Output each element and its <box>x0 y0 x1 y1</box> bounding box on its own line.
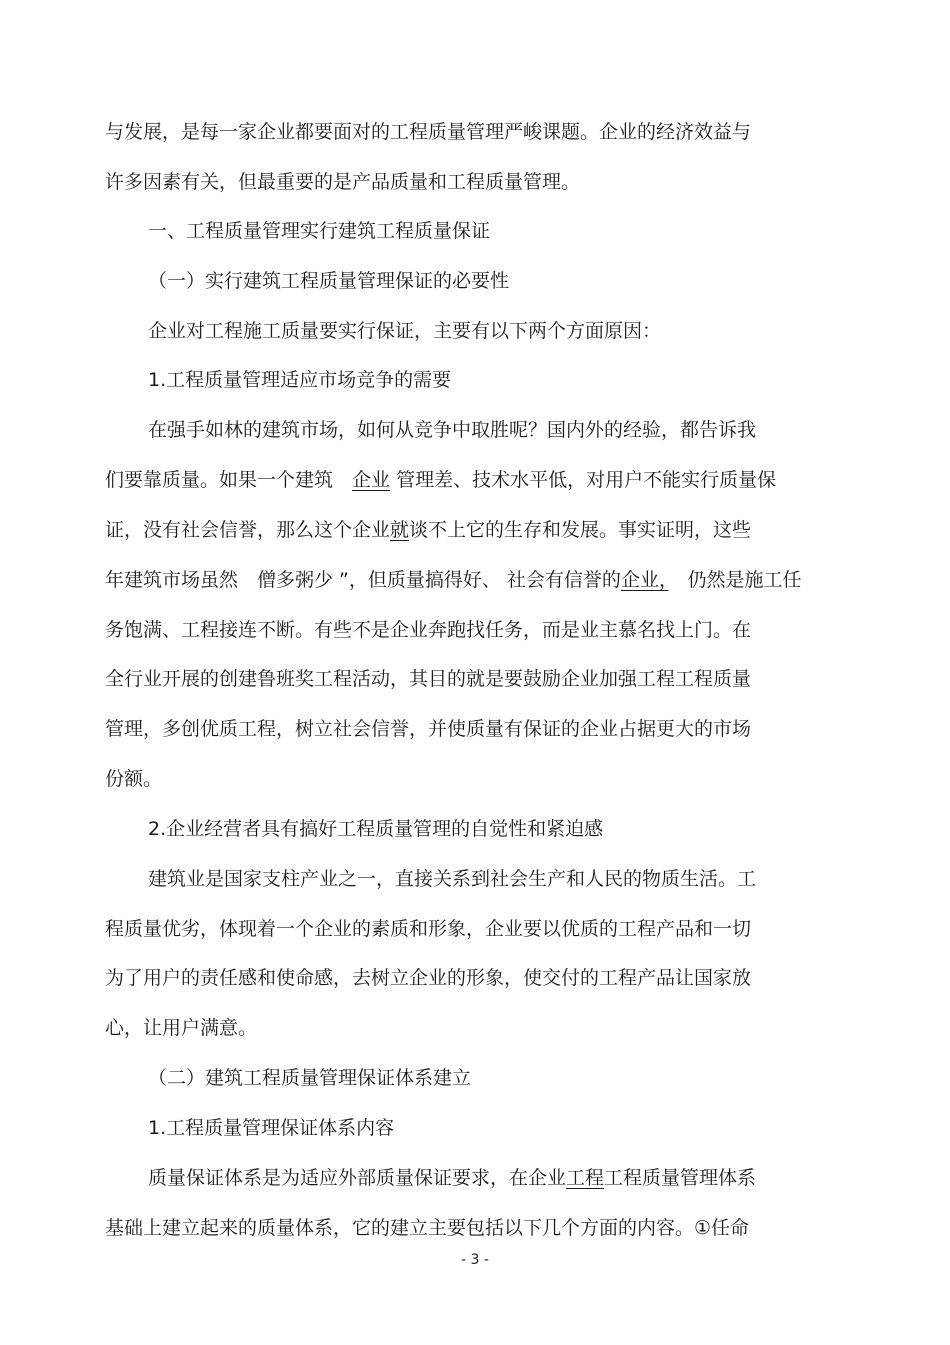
underlined-text: 企业， <box>620 569 669 591</box>
numbered-heading: 1.工程质量管理保证体系内容 <box>148 1117 395 1139</box>
text-segment: 谈不上它的生存和发展。事实证明，这些 <box>409 519 752 541</box>
paragraph-line <box>105 568 801 592</box>
section-heading: 一、工程质量管理实行建筑工程质量保证 <box>148 220 491 242</box>
subsection-heading: （二）建筑工程质量管理保证体系建立 <box>148 1067 472 1089</box>
text-segment: 质量保证体系是为适应外部质量保证要求，在企业 <box>148 1167 567 1189</box>
page-number: - 3 - <box>461 1252 489 1268</box>
paragraph-line: 份额。 <box>105 768 163 790</box>
paragraph-line <box>148 1166 756 1190</box>
underlined-text: 就 <box>390 519 410 541</box>
text-segment: 仍然是施工任 <box>668 569 802 591</box>
paragraph-line: 心，让用户满意。 <box>105 1017 258 1039</box>
subsection-heading: （一）实行建筑工程质量管理保证的必要性 <box>148 270 510 292</box>
underlined-text: 工程 <box>566 1167 605 1189</box>
paragraph-line: 许多因素有关，但最重要的是产品质量和工程质量管理。 <box>105 171 581 193</box>
paragraph-line <box>105 468 776 492</box>
paragraph-line: 建筑业是国家支柱产业之一，直接关系到社会生产和人民的物质生活。工 <box>148 868 757 890</box>
text-segment: 工程质量管理体系 <box>604 1167 757 1189</box>
text-segment: 管理差、技术水平低，对用户不能实行质量保 <box>390 469 777 491</box>
paragraph-line: 程质量优劣，体现着一个企业的素质和形象，企业要以优质的工程产品和一切 <box>105 918 752 940</box>
paragraph-line: 管理，多创优质工程，树立社会信誉，并使质量有保证的企业占据更大的市场 <box>105 718 752 740</box>
paragraph-line: 务饱满、工程接连不断。有些不是企业奔跑找任务，而是业主慕名找上门。在 <box>105 619 752 641</box>
text-segment: 年建筑市场虽然 僧多粥少 ”，但质量搞得好、 社会有信誉的 <box>105 569 621 591</box>
text-segment: 们要靠质量。如果一个建筑 <box>105 469 353 491</box>
numbered-heading: 1.工程质量管理适应市场竞争的需要 <box>148 369 452 391</box>
paragraph-line: 与发展，是每一家企业都要面对的工程质量管理严峻课题。企业的经济效益与 <box>105 121 752 143</box>
numbered-heading: 2.企业经营者具有搞好工程质量管理的自觉性和紧迫感 <box>148 818 604 840</box>
paragraph-line <box>105 518 751 542</box>
paragraph-line: 企业对工程施工质量要实行保证，主要有以下两个方面原因： <box>148 320 662 342</box>
paragraph-line: 在强手如林的建筑市场，如何从竞争中取胜呢？国内外的经验，都告诉我 <box>148 419 757 441</box>
paragraph-line: 为了用户的责任感和使命感，去树立企业的形象，使交付的工程产品让国家放 <box>105 967 752 989</box>
paragraph-line: 全行业开展的创建鲁班奖工程活动，其目的就是要鼓励企业加强工程工程质量 <box>105 668 752 690</box>
text-segment: 证，没有社会信誉，那么这个企业 <box>105 519 391 541</box>
paragraph-line: 基础上建立起来的质量体系，它的建立主要包括以下几个方面的内容。①任命 <box>105 1217 750 1239</box>
underlined-text: 企业 <box>352 469 391 491</box>
